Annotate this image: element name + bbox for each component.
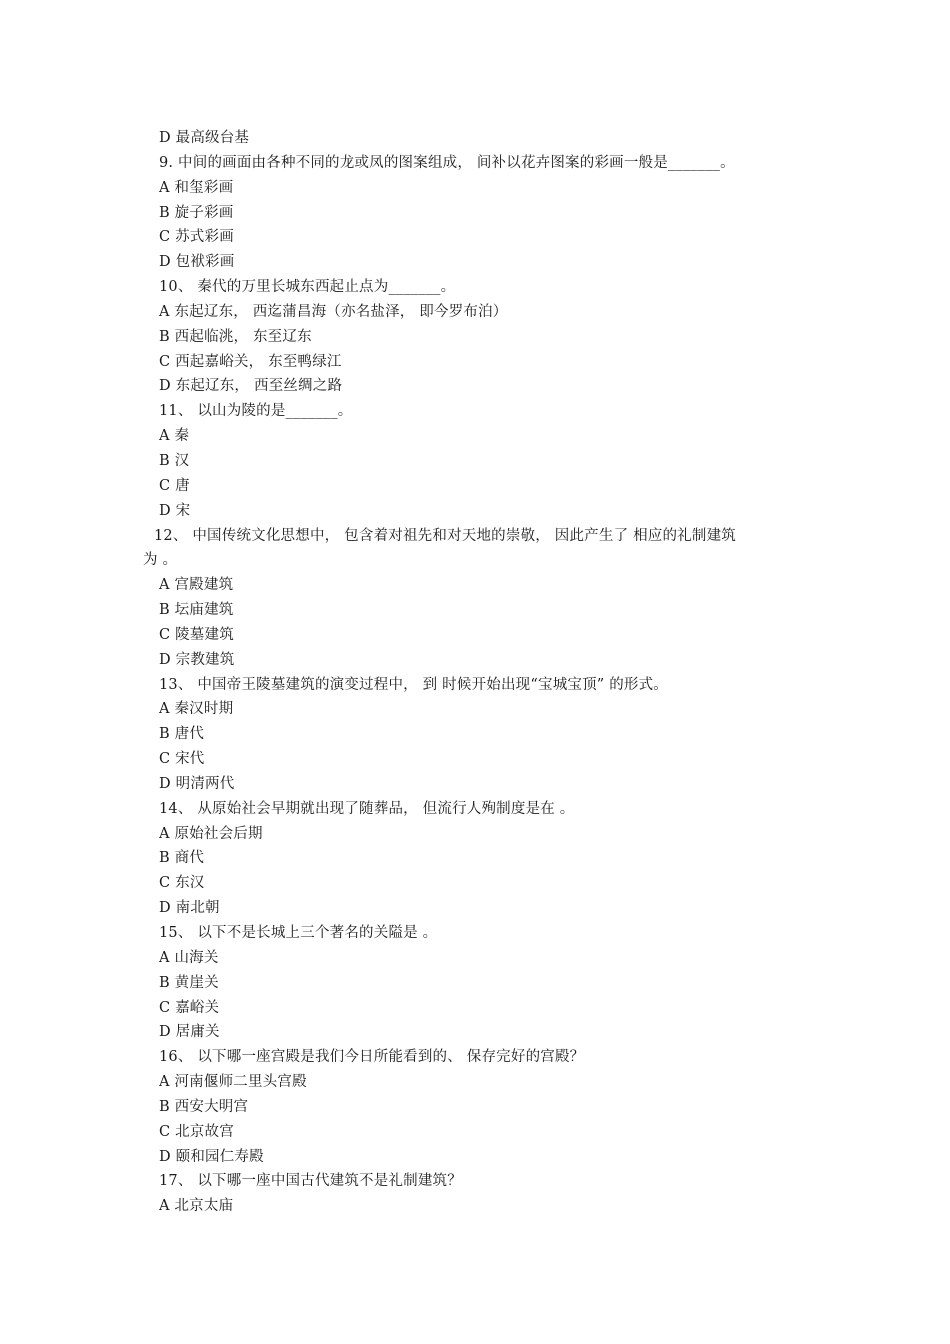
question-text: 14、 从原始社会早期就出现了随葬品， 但流行人殉制度是在 。 <box>159 800 575 817</box>
answer-option: D 颐和园仁寿殿 <box>159 1148 264 1165</box>
question-text: 13、 中国帝王陵墓建筑的演变过程中， 到 时候开始出现“宝城宝顶” 的形式。 <box>159 676 669 693</box>
answer-option: B 坛庙建筑 <box>159 602 234 619</box>
answer-option: A 原始社会后期 <box>159 825 263 842</box>
answer-option: D 宗教建筑 <box>159 651 235 668</box>
answer-option: C 陵墓建筑 <box>159 626 234 643</box>
answer-option: B 商代 <box>159 850 205 867</box>
answer-option: C 东汉 <box>159 875 205 892</box>
answer-option: A 山海关 <box>159 949 219 966</box>
answer-option: D 明清两代 <box>159 775 235 792</box>
answer-option: C 唐 <box>159 477 190 494</box>
question-text: 17、 以下哪一座中国古代建筑不是礼制建筑？ <box>159 1173 462 1190</box>
answer-option: D 南北朝 <box>159 900 220 917</box>
answer-option: A 秦汉时期 <box>159 701 234 718</box>
answer-option: A 东起辽东， 西迄蒲昌海（亦名盐泽， 即今罗布泊） <box>159 303 508 320</box>
question-text: 9. 中间的画面由各种不同的龙或凤的图案组成， 间补以花卉图案的彩画一般是_______。 <box>159 154 735 171</box>
question-text: 15、 以下不是长城上三个著名的关隘是 。 <box>159 925 438 941</box>
answer-option: C 苏式彩画 <box>159 229 234 246</box>
answer-option: C 宋代 <box>159 751 205 768</box>
answer-option: A 和玺彩画 <box>159 179 234 196</box>
answer-option: B 黄崖关 <box>159 974 219 991</box>
answer-option: A 北京太庙 <box>159 1198 234 1215</box>
answer-option: D 包袱彩画 <box>159 254 235 271</box>
answer-option: B 唐代 <box>159 726 205 743</box>
answer-option: B 西安大明宫 <box>159 1098 249 1115</box>
answer-option: D 宋 <box>159 502 191 519</box>
answer-option: B 汉 <box>159 452 190 469</box>
question-text: 11、 以山为陵的是_______。 <box>159 403 353 420</box>
answer-option: B 旋子彩画 <box>159 204 234 221</box>
answer-option: C 西起嘉峪关， 东至鸭绿江 <box>159 353 342 370</box>
answer-option: A 宫殿建筑 <box>159 577 234 594</box>
answer-option: B 西起临洮， 东至辽东 <box>159 328 312 345</box>
answer-option: D 最高级台基 <box>159 130 250 146</box>
question-text: 10、 秦代的万里长城东西起止点为_______。 <box>159 279 456 296</box>
answer-option: D 居庸关 <box>159 1024 220 1041</box>
answer-option: A 秦 <box>159 428 190 445</box>
answer-option: C 嘉峪关 <box>159 999 220 1016</box>
question-text: 12、 中国传统文化思想中， 包含着对祖先和对天地的崇敬， 因此产生了 相应的礼制建筑 <box>154 527 736 544</box>
answer-option: C 北京故宫 <box>159 1123 234 1140</box>
question-text: 16、 以下哪一座宫殿是我们今日所能看到的、 保存完好的宫殿？ <box>159 1049 585 1066</box>
answer-option: D 东起辽东， 西至丝绸之路 <box>159 378 343 395</box>
answer-option: A 河南偃师二里头宫殿 <box>159 1074 307 1091</box>
question-text-continued: 为 。 <box>143 552 178 569</box>
question-list <box>143 126 809 1219</box>
